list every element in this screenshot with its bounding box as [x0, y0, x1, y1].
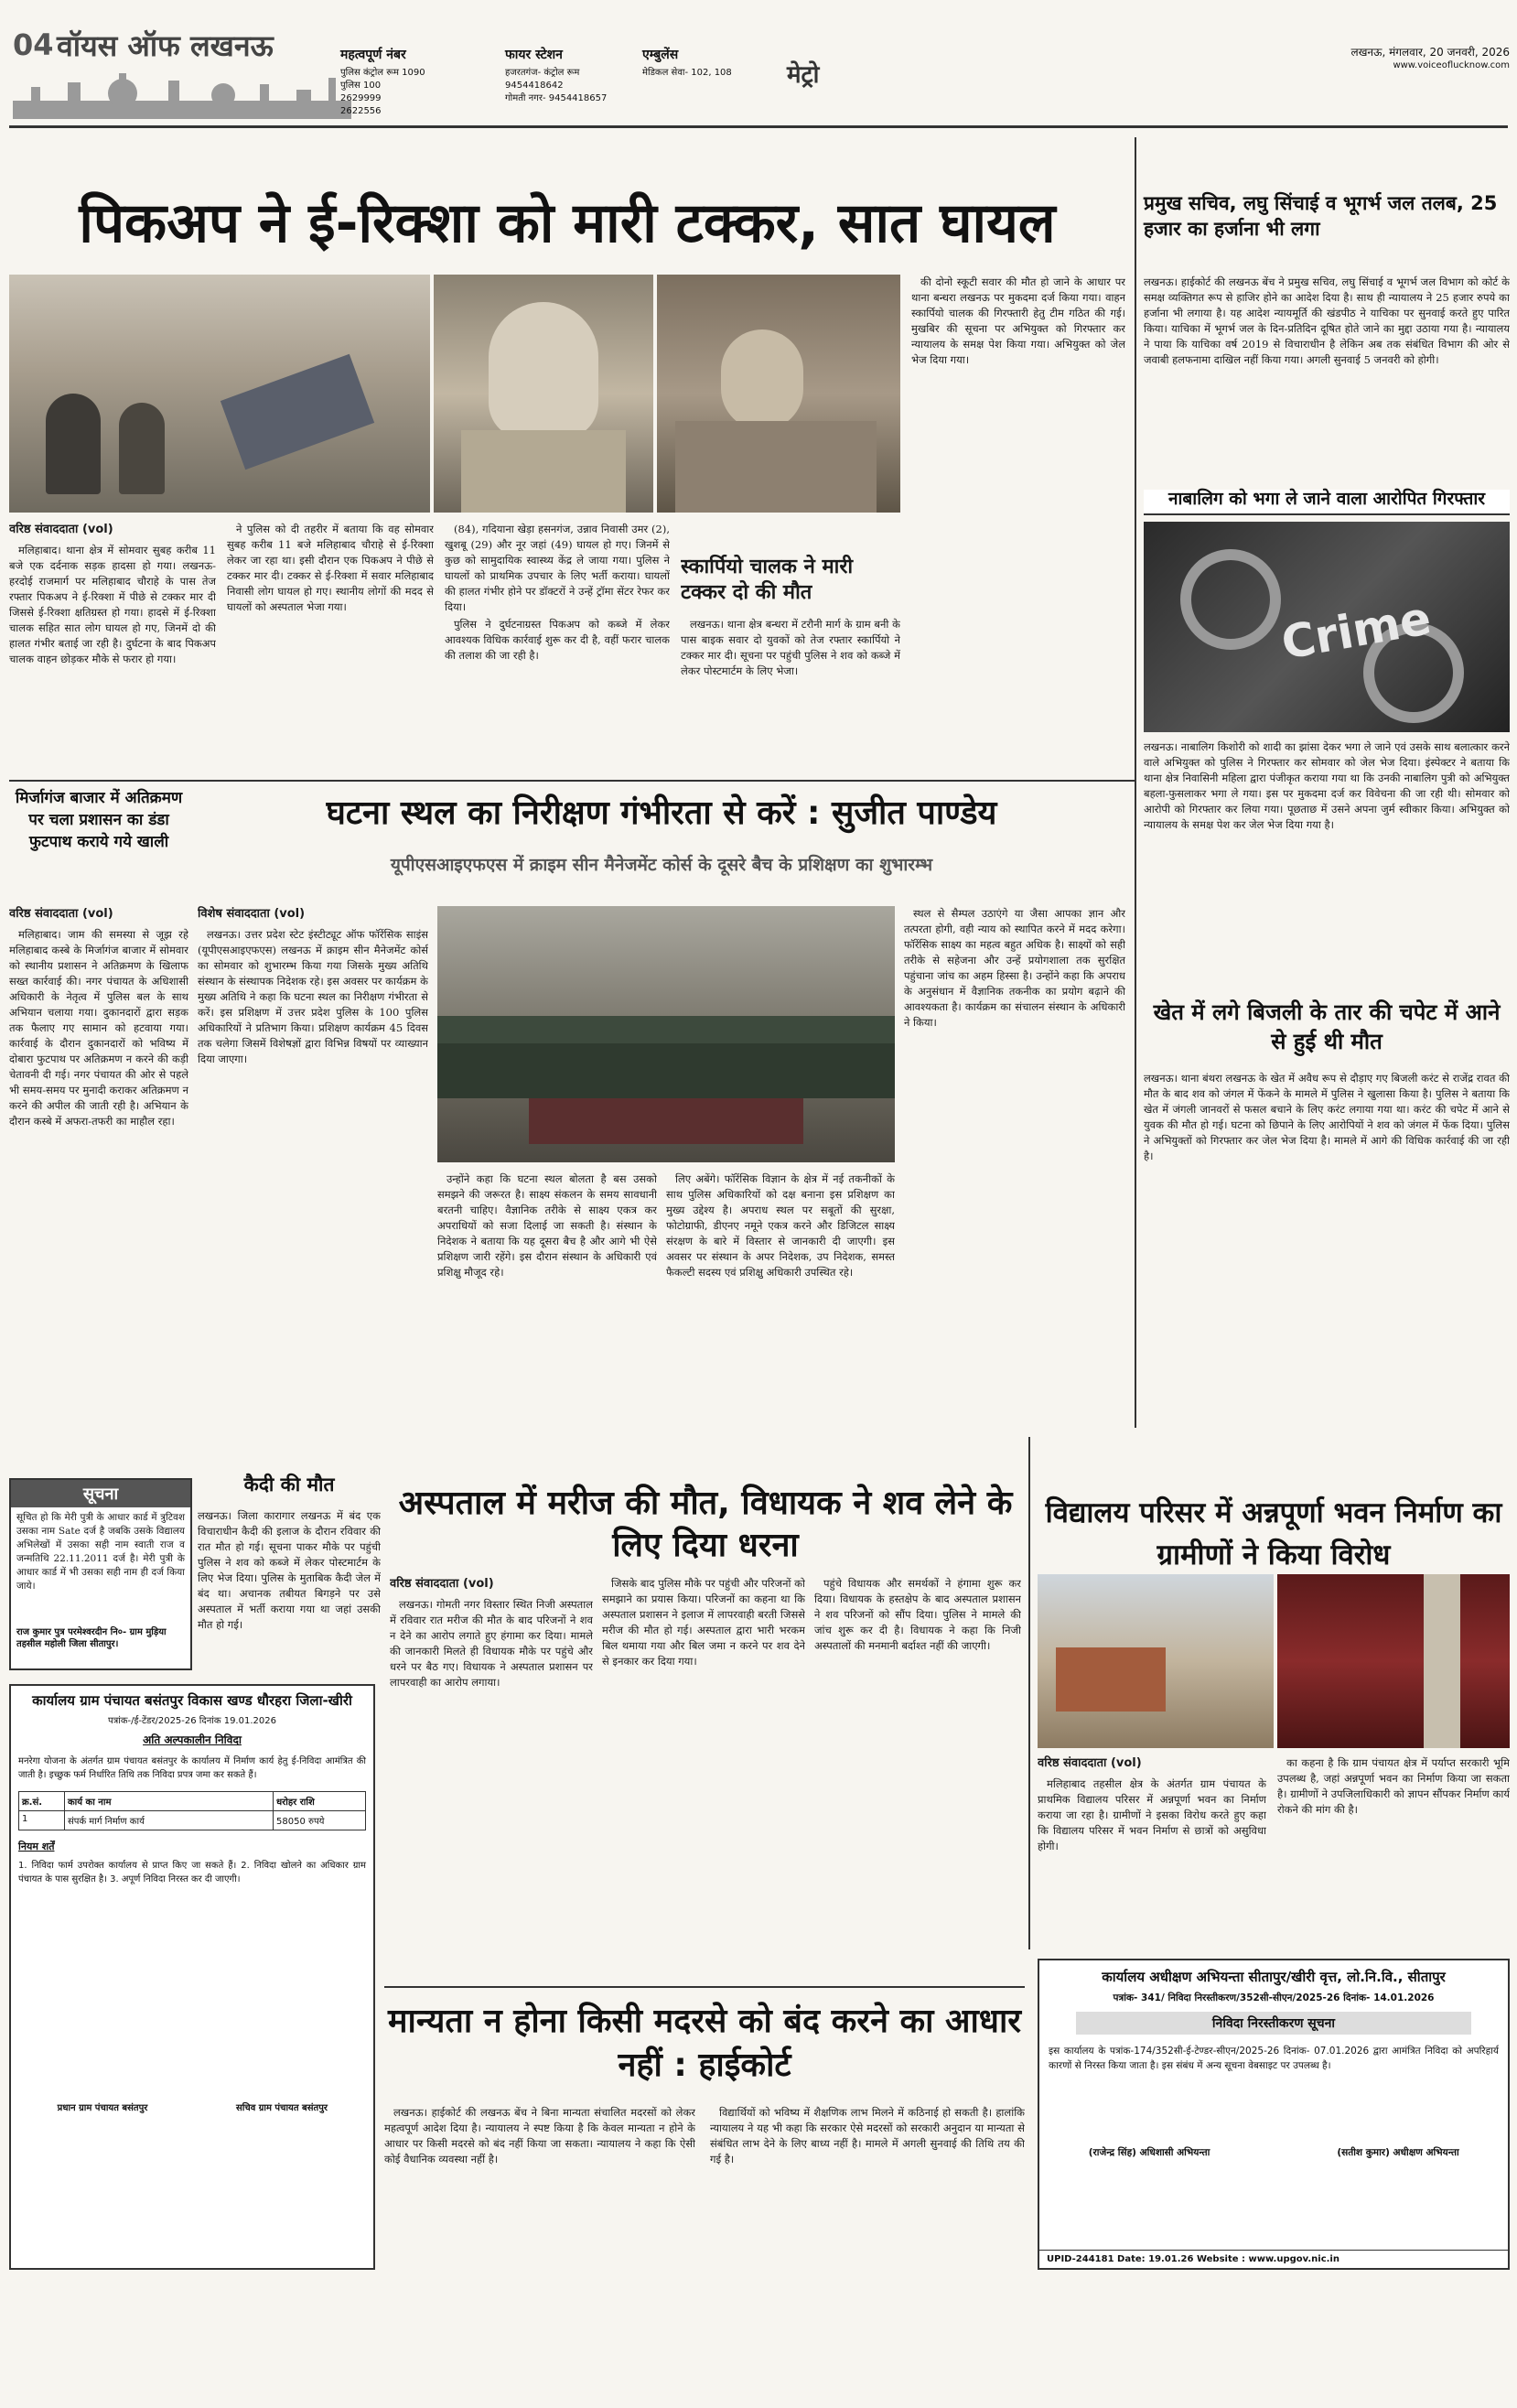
table-cell: 58050 रुपये	[276, 1817, 325, 1827]
hospital-byline: वरिष्ठ संवाददाता (vol)	[390, 1577, 494, 1591]
hospital-headline: अस्पताल में मरीज की मौत, विधायक ने शव लेने के लिए दिया धरना	[398, 1485, 1013, 1564]
hospital-text-1: लखनऊ। गोमती नगर विस्तार स्थित निजी अस्पताल में रविवार रात मरीज की मौत के बाद परिजनों ने शव न देने का आरोप लगाते हुए हंगामा कर दिया। मामले की जानकारी मिलते ही विधायक मौके पर पहुंचे और धरने पर बैठ गए। विधायक ने अस्पताल प्रशासन पर लापरवाही का आरोप लगाया।	[390, 1598, 593, 1689]
lead-text-3: (84), गदियाना खेड़ा हसनगंज, उन्नाव निवासी उमर (2), खुशबू (29) और नूर जहां (49) घायल हो गए। जिनमें से कुछ को सामुदायिक स्वास्थ्य केंद्र ले जाया गया। पुलिस ने घायलों को प्राथमिक उपचार के लिए भर्ती कराया। घायलों की हालत गंभीर होने पर डॉक्टरों ने उन्हें ट्रॉमा सेंटर रेफर कर दिया।	[445, 523, 670, 613]
feature-text-3: लिए अबेंगे। फॉरेंसिक विज्ञान के क्षेत्र में नई तकनीकों के साथ पुलिस अधिकारियों को दक्ष बनाना इस प्रशिक्षण का मुख्य उद्देश्य है। अपराध स्थल पर सबूतों की सुरक्षा, फोटोग्राफी, डीएनए नमूने एकत्र करने और डिजिटल साक्ष्य संरक्षण के बारे में विस्तार से जानकारी दी जाएगी। इस अवसर पर संस्थान के अपर निदेशक, उप निदेशक, समस्त फैकल्टी सदस्य एवं प्रशिक्षु अधिकारी उपस्थित रहे।	[666, 1172, 895, 1279]
feature-text-4: स्थल से सैम्पल उठाएंगे या जैसा आपका ज्ञान और तत्परता होगी, वही न्याय को स्थापित करने में मदद करेगा। फॉरेंसिक साक्ष्य का महत्व बहुत अधिक है। साक्ष्यों को सही तरीके से सहेजना और उन्हें प्रयोगशाला तक सुरक्षित पहुंचाना जांच का अहम हिस्सा है। उन्होंने कहा कि अपराध के अनुसंधान में वैज्ञानिक तकनीक का प्रयोग बढ़ाने की आवश्यकता है। कार्यक्रम का संचालन संस्थान के अधिकारी ने किया।	[904, 907, 1125, 1029]
mirzaganj-col	[9, 906, 188, 1474]
mirzaganj-byline: वरिष्ठ संवाददाता (vol)	[9, 907, 113, 921]
lead-photo-1	[9, 275, 430, 513]
school-photo-1	[1038, 1574, 1274, 1748]
feature-text-1: लखनऊ। उत्तर प्रदेश स्टेट इंस्टीट्यूट ऑफ फॉरेंसिक साइंस (यूपीएसआइएफएस) लखनऊ में क्राइम सीन मैनेजमेंट कोर्स का सोमवार को शुभारम्भ किया गया जिसके मुख्य अतिथि संस्थान के संस्थापक निदेशक रहे। इस अवसर पर कार्यक्रम के मुख्य अतिथि ने कहा कि घटना स्थल का निरीक्षण गंभीरता से करें। इस प्रशिक्षण में उत्तर प्रदेश पुलिस के 100 पुलिस अधिकारियों ने प्रतिभाग किया। प्रशिक्षण कार्यक्रम 45 दिवस तक चलेगा जिसमें विशेषज्ञों द्वारा विभिन्न विषयों पर व्याख्यान दिया जाएगा।	[198, 928, 428, 1065]
suchna-title: सूचना	[11, 1480, 190, 1507]
fire-line: हजरतगंज- कंट्रोल रूम	[505, 68, 580, 78]
madarsa-col-1	[384, 2105, 695, 2270]
number-line: 2629999	[340, 93, 382, 103]
tender2-heading: कार्यालय अधीक्षण अभियन्ता सीतापुर/खीरी वृत्त, लो.नि.वि., सीतापुर	[1102, 1969, 1446, 1985]
number-line: पुलिस कंट्रोल रूम 1090	[340, 68, 425, 78]
tender2-box	[1038, 1959, 1510, 2270]
feature-col-3	[666, 1172, 895, 1419]
school-photo-2	[1277, 1574, 1510, 1748]
qaidi-text: लखनऊ। जिला कारागार लखनऊ में बंद एक विचाराधीन कैदी की इलाज के दौरान रविवार की रात मौत हो गई। सूचना पाकर मौके पर पहुंची पुलिस ने शव को कब्जे में लेकर पोस्टमार्टम के लिए भेज दिया। पुलिस के मुताबिक कैदी जेल में बंद था। अचानक तबीयत बिगड़ने पर उसे अस्पताल में भर्ती कराया गया था जहां उसकी मौत हो गई।	[198, 1509, 381, 1631]
feature-col-1	[198, 906, 428, 1419]
tender2-ref: पत्रांक- 341/ निविदा निरस्तीकरण/352सी-सीएन/2025-26 दिनांक- 14.01.2026	[1113, 1992, 1435, 2003]
tender2-sign-2: (सतीश कुमार) अधीक्षण अभियन्ता	[1337, 2147, 1459, 2158]
right3-text: लखनऊ। थाना बंथरा लखनऊ के खेत में अवैध रूप से दौड़ाए गए बिजली करंट से राजेंद्र रावत की मौत के बाद शव को जंगल में फेंकने के मामले में पुलिस ने खुलासा किया है। पुलिस ने बताया कि खेत में जंगली जानवरों से फसल बचाने के लिए करंट लगाया गया था। करंट की चपेट में आने से युवक की मौत हो गई। घटना को छिपाने के लिए आरोपियों ने शव को जंगल में फेंक दिया। पुलिस ने अभियुक्तों को गिरफ्तार कर जेल भेज दिया है। मामले में आगे की विधिक कार्रवाई की जा रही है।	[1144, 1072, 1510, 1162]
section-label: मेट्रो	[787, 61, 820, 89]
tender2-footer: UPID-244181 Date: 19.01.26 Website : www.upgov.nic.in	[1039, 2250, 1508, 2268]
table-cell: संपर्क मार्ग निर्माण कार्य	[65, 1811, 274, 1830]
dateline: लखनऊ, मंगलवार, 20 जनवरी, 2026	[1350, 46, 1510, 59]
lead-byline: वरिष्ठ संवाददाता (vol)	[9, 523, 113, 536]
mirzaganj-text: मलिहाबाद। जाम की समस्या से जूझ रहे मलिहाबाद कस्बे के मिर्जागंज बाजार में सोमवार को स्थानीय प्रशासन ने अतिक्रमण के खिलाफ सख्त कार्रवाई की। नगर पंचायत के अधिशासी अधिकारी के नेतृत्व में पुलिस बल के साथ अभियान चलाया गया। दुकानदारों द्वारा सड़क तक फैलाए गए सामान को हटवाया गया। कार्रवाई के दौरान दुकानदारों को भविष्य में दोबारा फुटपाथ पर अतिक्रमण न करने की कड़ी चेतावनी दी गई। नगर पंचायत की ओर से पहले भी समय-समय पर मुनादी कराकर अतिक्रमण न करने की अपील की जाती रही है। अभियान के दौरान कस्बे में अफरा-तफरी का माहौल रहा।	[9, 928, 188, 1128]
lead-col-4	[681, 522, 900, 888]
tender2-body: इस कार्यालय के पत्रांक-174/352सी-ई-टेण्डर-सीएन/2025-26 दिनांक- 07.01.2026 द्वारा आमंत्रित निविदा को अपरिहार्य कारणों से निरस्त किया जाता है। इस संबंध में अन्य सूचना वेबसाइट पर उपलब्ध है।	[1049, 2046, 1499, 2071]
fire-line: गोमती नगर- 9454418657	[505, 93, 608, 103]
right2-headline: नाबालिग को भगा ले जाने वाला आरोपित गिरफ्तार	[1144, 490, 1510, 515]
tender1-sign-2: सचिव ग्राम पंचायत बसंतपुर	[236, 2103, 328, 2113]
crime-label: Crime	[1277, 591, 1436, 670]
table-cell: 1	[19, 1811, 65, 1830]
right2-photo	[1144, 522, 1510, 732]
page-number: 04	[13, 27, 54, 62]
school-left-rule	[1028, 1437, 1030, 1949]
fire-title: फायर स्टेशन	[505, 48, 563, 62]
lead-col-2	[227, 522, 434, 888]
hospital-text-2: जिसके बाद पुलिस मौके पर पहुंची और परिजनों को समझाने का प्रयास किया। परिजनों का कहना था कि अस्पताल प्रशासन ने इलाज में लापरवाही बरती जिससे मरीज की मौत हो गई। अस्पताल द्वारा भारी भरकम बिल थमाया गया और बिल जमा न करने पर शव देने से इनकार कर दिया गया।	[602, 1577, 805, 1668]
skyline-icon	[13, 73, 351, 119]
tender1-terms: 1. निविदा फार्म उपरोक्त कार्यालय से प्राप्त किए जा सकते हैं। 2. निविदा खोलने का अधिकार ग्राम पंचायत के पास सुरक्षित है। 3. अपूर्ण निविदा निरस्त कर दी जाएगी।	[18, 1861, 366, 1884]
feature-photo	[437, 906, 895, 1162]
feature-col-2	[437, 1172, 657, 1419]
fire-line: 9454418642	[505, 81, 564, 91]
tender1-body: मनरेगा योजना के अंतर्गत ग्राम पंचायत बसंतपुर के कार्यालय में निर्माण कार्य हेतु ई-निविदा आमंत्रित की जाती है। इच्छुक फर्म निर्धारित तिथि तक निविदा प्रपत्र जमा कर सकते हैं।	[18, 1756, 366, 1780]
tender1-heading: कार्यालय ग्राम पंचायत बसंतपुर विकास खण्ड धौरहरा जिला-खीरी	[32, 1692, 352, 1709]
ambulance-line: मेडिकल सेवा- 102, 108	[642, 68, 732, 78]
paper-name: वॉयस ऑफ लखनऊ	[57, 28, 274, 63]
website: www.voiceoflucknow.com	[1393, 60, 1510, 70]
suchna-name: राज कुमार पुत्र परमेश्वरदीन नि०- ग्राम मुड़िया तहसील महोली जिला सीतापुर।	[16, 1627, 167, 1649]
madarsa-top-rule	[384, 1986, 1025, 1988]
lead-col-3	[445, 522, 670, 888]
lead-photo-3	[657, 275, 900, 513]
lead-headline: पिकअप ने ई-रिक्शा को मारी टक्कर, सात घायल	[79, 191, 1056, 255]
right1-text: लखनऊ। हाईकोर्ट की लखनऊ बेंच ने प्रमुख सचिव, लघु सिंचाई व भूगर्भ जल विभाग को कोर्ट के समक्ष व्यक्तिगत रूप से हाजिर होने का आदेश दिया है। साथ ही न्यायालय ने 25 हजार रुपये का हर्जाना भी लगाया है। यह आदेश न्यायमूर्ति की खंडपीठ ने याचिका पर सुनवाई करते हुए पारित किया। याचिका में भूगर्भ जल के दिन-प्रतिदिन दूषित होते जाने का मुद्दा उठाया गया है। न्यायालय ने पाया कि याचिका वर्ष 2019 से विचाराधीन है लेकिन अब तक संबंधित विभाग की ओर से जवाबी हलफनामा दाखिल नहीं किया गया। अगली सुनवाई 5 जनवरी को होगी।	[1144, 275, 1510, 366]
school-text-2: का कहना है कि ग्राम पंचायत क्षेत्र में पर्याप्त सरकारी भूमि उपलब्ध है, जहां अन्नपूर्णा भवन का निर्माण किया जा सकता है। ग्रामीणों ने उपजिलाधिकारी को ज्ञापन सौंपकर निर्माण कार्य रोकने की मांग की है।	[1277, 1756, 1510, 1816]
tender1-box	[9, 1684, 375, 2270]
scorpio-text: लखनऊ। थाना क्षेत्र बन्धरा में टरौनी मार्ग के ग्राम बनी के पास बाइक सवार दो युवकों को तेज रफ्तार स्कार्पियो ने टक्कर मार दी। सूचना पर पहुंची पुलिस ने शव को कब्जे में लेकर पोस्टमार्टम के लिए भेजा।	[681, 618, 900, 677]
tender1-table	[18, 1791, 366, 1830]
suchna-text: सूचित हो कि मेरी पुत्री के आधार कार्ड में त्रुटिवश उसका नाम Sate दर्ज है जबकि उसके विद्यालय अभिलेखों में उसका सही नाम स्वाती राज व जन्मतिथि 22.11.2011 दर्ज है। मेरी पुत्री के आधार कार्ड में भी उसका सही नाम ही दर्ज किया जाये।	[16, 1512, 185, 1592]
suchna-box	[9, 1478, 192, 1670]
number-line: पुलिस 100	[340, 81, 382, 91]
masthead-rule	[9, 125, 1508, 128]
madarsa-text-1: लखनऊ। हाईकोर्ट की लखनऊ बेंच ने बिना मान्यता संचालित मदरसों को लेकर महत्वपूर्ण आदेश दिया है। न्यायालय ने स्पष्ट किया है कि केवल मान्यता न होने के आधार पर किसी मदरसे को बंद नहीं किया जा सकता। न्यायालय ने कहा कि ऐसी कोई वैधानिक व्यवस्था नहीं है।	[384, 2106, 695, 2165]
right2-text: लखनऊ। नाबालिग किशोरी को शादी का झांसा देकर भगा ले जाने एवं उसके साथ बलात्कार करने वाले अभियुक्त को पुलिस ने गिरफ्तार कर सोमवार को जेल भेज दिया। इंस्पेक्टर ने बताया कि थाना क्षेत्र निवासिनी महिला द्वारा पंजीकृत कराया गया था कि उनकी नाबालिग पुत्री को अभियुक्त बहला-फुसलाकर भगा ले गया। इस पर मुकदमा दर्ज कर विवेचना की जा रही थी। सोमवार को आरोपी को गिरफ्तार कर लिया गया। पूछताछ में उसने अपना जुर्म स्वीकार किया। अभियुक्त को न्यायालय के समक्ष पेश कर जेल भेज दिया गया है।	[1144, 740, 1510, 831]
school-text-1: मलिहाबाद तहसील क्षेत्र के अंतर्गत ग्राम पंचायत के प्राथमिक विद्यालय परिसर में अन्नपूर्णा भवन का निर्माण कराया जा रहा है। ग्रामीणों ने इसका विरोध करते हुए कहा कि विद्यालय परिसर में भवन निर्माण से छात्रों को असुविधा होगी।	[1038, 1777, 1266, 1852]
hospital-col-3	[814, 1576, 1021, 1979]
mirzaganj-headline: मिर्जागंज बाजार में अतिक्रमण पर चला प्रशासन का डंडा फुटपाथ कराये गये खाली	[15, 789, 183, 851]
madarsa-text-2: विद्यार्थियों को भविष्य में शैक्षणिक लाभ मिलने में कठिनाई हो सकती है। हालांकि न्यायालय ने यह भी कहा कि सरकार ऐसे मदरसों को सरकारी अनुदान या मान्यता से संबंधित लाभ देने के लिए बाध्य नहीं है। मामले में अगली सुनवाई की तिथि तय की गई है।	[710, 2106, 1025, 2165]
hospital-text-3: पहुंचे विधायक और समर्थकों ने हंगामा शुरू कर दिया। विधायक के हस्तक्षेप के बाद अस्पताल प्रशासन ने शव परिजनों को सौंप दिया। पुलिस ने मामले की जांच शुरू कर दी है। विधायक ने कहा कि निजी अस्पतालों की मनमानी बर्दाश्त नहीं की जाएगी।	[814, 1577, 1021, 1652]
school-col-1	[1038, 1755, 1266, 1948]
ambulance-title: एम्बुलेंस	[642, 48, 679, 62]
tender1-sub: अति अल्पकालीन निविदा	[143, 1733, 242, 1746]
tender2-sign-1: (राजेन्द्र सिंह) अधिशासी अभियन्ता	[1088, 2147, 1210, 2158]
table-header-cell: धरोहर राशि	[276, 1798, 315, 1808]
tender2-title: निविदा निरस्तीकरण सूचना	[1076, 2012, 1471, 2035]
number-line: 2622556	[340, 106, 382, 116]
feature-col-4	[904, 906, 1125, 1419]
madarsa-col-2	[710, 2105, 1025, 2270]
hospital-col-2	[602, 1576, 805, 1979]
tender1-terms-title: नियम शर्तें	[18, 1841, 55, 1852]
lead-bottom-rule	[9, 780, 1135, 782]
right-column-rule	[1135, 137, 1136, 1428]
fire-block	[505, 46, 642, 105]
qaidi-headline: कैदी की मौत	[243, 1474, 335, 1496]
feature-byline: विशेष संवाददाता (vol)	[198, 907, 306, 921]
tender1-sign-1: प्रधान ग्राम पंचायत बसंतपुर	[57, 2103, 148, 2113]
feature-subhead: यूपीएसआइएफएस में क्राइम सीन मैनेजमेंट कोर्स के दूसरे बैच के प्रशिक्षण का शुभारम्भ	[390, 855, 933, 875]
lead-text-2: ने पुलिस को दी तहरीर में बताया कि वह सोमवार सुबह करीब 11 बजे मलिहाबाद चौराहे से ई-रिक्शा लेकर जा रहा था। इसी दौरान एक पिकअप ने पीछे से टक्कर मार दी। टक्कर से ई-रिक्शा में सवार मलिहाबाद निवासी लोग घायल हो गए। स्थानीय लोगों की मदद से घायलों को अस्पताल भेजा गया।	[227, 523, 434, 613]
numbers-block	[340, 46, 478, 118]
lead-text-3b: पुलिस ने दुर्घटनाग्रस्त पिकअप को कब्जे में लेकर आवश्यक विधिक कार्रवाई शुरू कर दी है, वहीं फरार चालक की तलाश की जा रही है।	[445, 618, 670, 662]
madarsa-headline: मान्यता न होना किसी मदरसे को बंद करने का आधार नहीं : हाईकोर्ट	[387, 2003, 1021, 2084]
numbers-title: महत्वपूर्ण नंबर	[340, 48, 406, 62]
right1-headline: प्रमुख सचिव, लघु सिंचाई व भूगर्भ जल तलब, 25 हजार का हर्जाना भी लगा	[1144, 192, 1498, 240]
right3-headline: खेत में लगे बिजली के तार की चपेट में आने से हुई थी मौत	[1153, 999, 1501, 1054]
table-header-cell: क्र.सं.	[19, 1792, 65, 1810]
hospital-col-1	[390, 1576, 593, 1979]
school-byline: वरिष्ठ संवाददाता (vol)	[1038, 1756, 1142, 1770]
lead-text-1: मलिहाबाद। थाना क्षेत्र में सोमवार सुबह करीब 11 बजे एक दर्दनाक सड़क हादसा हो गया। लखनऊ-हरदोई राजमार्ग पर मलिहाबाद चौराहे के पास तेज रफ्तार पिकअप ने ई-रिक्शा में पीछे से टक्कर मार दी जिससे ई-रिक्शा क्षतिग्रस्त हो गया। हादसे में ई-रिक्शा चालक सहित सात लोग घायल हो गए, जिनमें दो की हालत गंभीर बताई जा रही है। दुर्घटना के बाद पिकअप चालक वाहन छोड़कर मौके से फरार हो गया।	[9, 544, 216, 665]
masthead	[0, 0, 1517, 128]
scorpio-headline: स्कार्पियो चालक ने मारी टक्कर दो की मौत	[681, 556, 854, 604]
lead-photo-2	[434, 275, 653, 513]
ambulance-block	[642, 46, 780, 80]
tender1-ref: पत्रांक-/ई-टेंडर/2025-26 दिनांक 19.01.2026	[108, 1716, 276, 1726]
feature-headline: घटना स्थल का निरीक्षण गंभीरता से करें : सुजीत पाण्डेय	[326, 794, 997, 832]
school-col-2	[1277, 1755, 1510, 1948]
school-headline: विद्यालय परिसर में अन्नपूर्णा भवन निर्माण का ग्रामीणों ने किया विरोध	[1045, 1496, 1502, 1571]
feature-text-2: उन्होंने कहा कि घटना स्थल बोलता है बस उसको समझने की जरूरत है। साक्ष्य संकलन के समय सावधानी बरतनी चाहिए। वैज्ञानिक तरीके से साक्ष्य एकत्र कर अपराधियों को सजा दिलाई जा सकती है। संस्थान के निदेशक ने बताया कि यह दूसरा बैच है और आगे भी ऐसे प्रशिक्षण जारी रहेंगे। इस दौरान संस्थान के अधिकारी एवं प्रशिक्षु मौजूद रहे।	[437, 1172, 657, 1279]
table-header-cell: कार्य का नाम	[65, 1792, 274, 1810]
lead-col-5	[911, 275, 1125, 787]
lead-text-5: की दोनो स्कूटी सवार की मौत हो जाने के आधार पर थाना बन्धरा लखनऊ पर मुकदमा दर्ज किया गया। वाहन स्कार्पियो चालक की गिरफ्तारी हेतु टीम गठित की गई। मुखबिर की सूचना पर अभियुक्त को गिरफ्तार कर न्यायालय के समक्ष पेश किया गया। अभियुक्त को जेल भेज दिया गया।	[911, 275, 1125, 366]
